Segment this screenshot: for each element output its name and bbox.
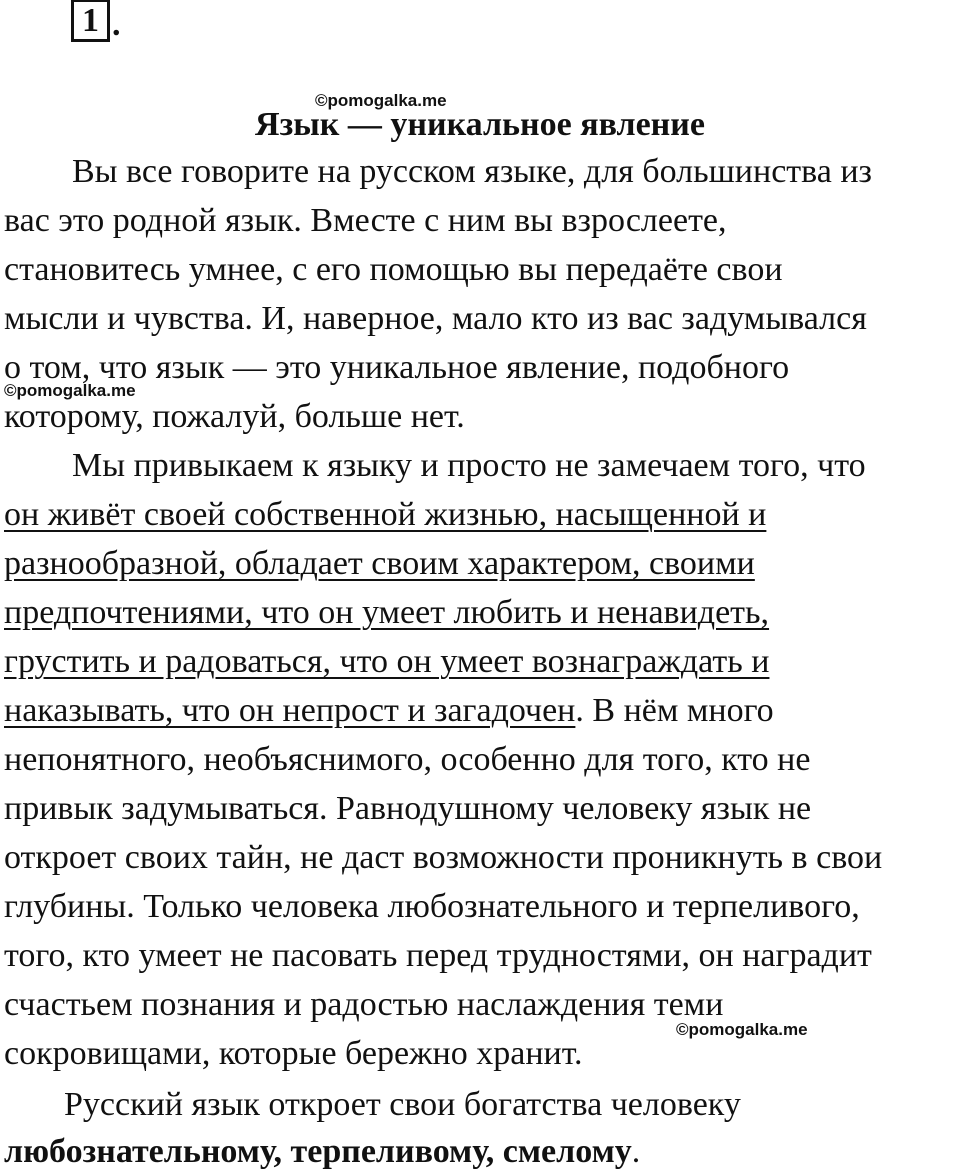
- underlined-fragment: наказывать, что он непрост и загадочен: [4, 692, 576, 729]
- text-line: сокровищами, которые бережно хранит.: [4, 1035, 583, 1072]
- watermark: ©pomogalka.me: [315, 91, 447, 110]
- text-line: мысли и чувства. И, наверное, мало кто из вас задумывался: [4, 300, 867, 337]
- text-fragment: .: [631, 1133, 641, 1170]
- watermark: ©pomogalka.me: [676, 1020, 808, 1039]
- text-line: [4, 1131, 640, 1173]
- underlined-line: он живёт своей собственной жизнью, насыщенной и: [4, 496, 767, 533]
- text-line: вас это родной язык. Вместе с ним вы взрослеете,: [4, 202, 727, 239]
- text-line: которому, пожалуй, больше нет.: [4, 398, 465, 435]
- text-line: [4, 690, 774, 732]
- text-line: глубины. Только человека любознательного и терпеливого,: [4, 888, 860, 925]
- text-title: Язык — уникальное явление: [255, 106, 705, 143]
- underlined-line: предпочтениями, что он умеет любить и ненавидеть,: [4, 594, 770, 631]
- underlined-line: разнообразной, обладает своим характером, своими: [4, 545, 755, 582]
- watermark: ©pomogalka.me: [4, 381, 136, 400]
- text-line: становитесь умнее, с его помощью вы передаёте свои: [4, 251, 783, 288]
- text-line: Вы все говорите на русском языке, для большинства из: [72, 153, 872, 190]
- text-line: Русский язык откроет свои богатства человеку: [64, 1086, 741, 1123]
- text-line: того, кто умеет не пасовать перед трудностями, он наградит: [4, 937, 872, 974]
- text-fragment: . В нём много: [575, 692, 774, 729]
- task-number-dot: .: [112, 6, 121, 43]
- text-line: привык задумываться. Равнодушному человеку язык не: [4, 790, 812, 827]
- text-line: счастьем познания и радостью наслаждения теми: [4, 986, 724, 1023]
- bold-fragment: любознательному, терпеливому, смелому: [4, 1133, 632, 1170]
- task-number: [71, 4, 121, 42]
- task-number-box: 1: [71, 0, 110, 42]
- text-line: Мы привыкаем к языку и просто не замечаем того, что: [72, 447, 866, 484]
- text-line: о том, что язык — это уникальное явление, подобного: [4, 349, 790, 386]
- underlined-line: грустить и радоваться, что он умеет вознаграждать и: [4, 643, 770, 680]
- text-line: откроет своих тайн, не даст возможности проникнуть в свои: [4, 839, 883, 876]
- text-line: непонятного, необъяснимого, особенно для того, кто не: [4, 741, 811, 778]
